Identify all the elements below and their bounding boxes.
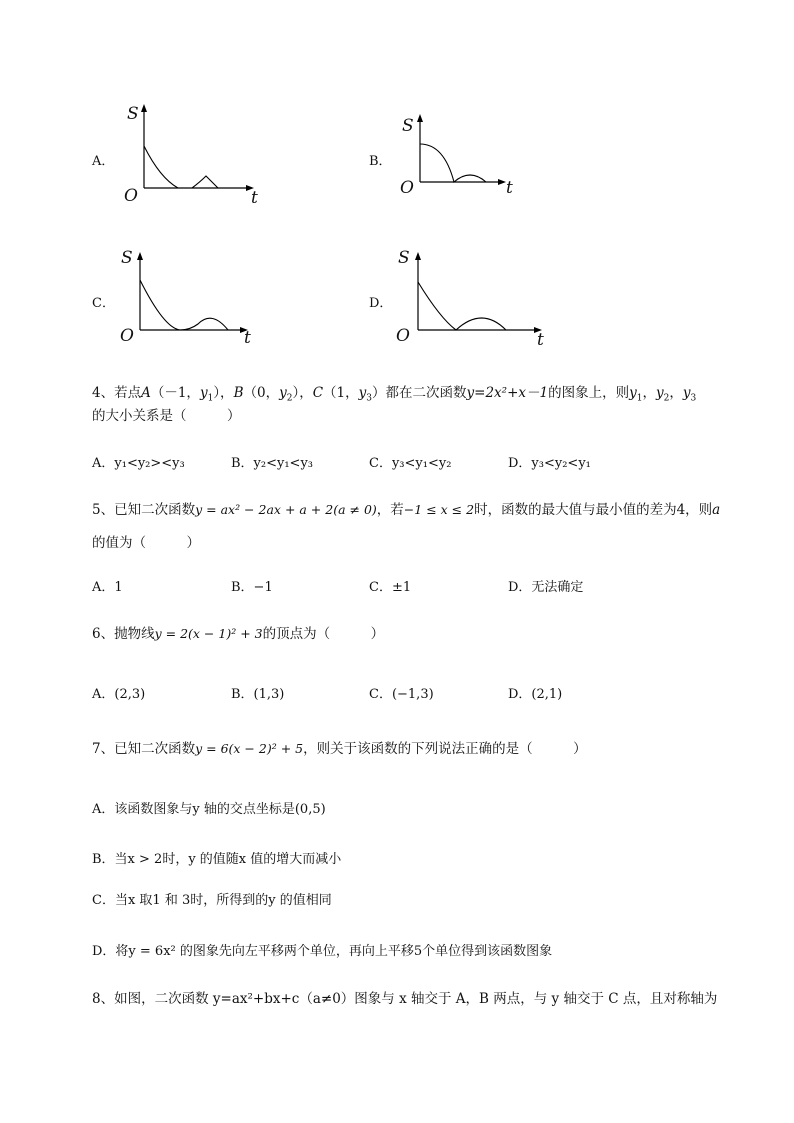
graph-b: [396, 110, 546, 214]
q7-stem: 7、已知二次函数y = 6(x − 2)² + 5，则关于该函数的下列说法正确的是（ ）: [92, 741, 587, 757]
axis-t-label: t: [244, 328, 251, 348]
graph-c: [116, 248, 266, 352]
q7-option-a: A．该函数图象与y 轴的交点坐标是(0,5): [92, 802, 326, 817]
curve-d: [418, 282, 506, 330]
y-axis-arrow: [141, 104, 147, 112]
curve-c: [140, 280, 228, 330]
q7-option-b: B．当x > 2时，y 的值随x 值的增大而减小: [92, 852, 342, 867]
q4-option-b: B．y₂<y₁<y₃: [231, 456, 314, 471]
q6-formula: y = 2(x − 1)² + 3: [154, 626, 263, 641]
q6-stem: 6、抛物线y = 2(x − 1)² + 3的顶点为（ ）: [92, 626, 385, 642]
option-b-label: B．: [369, 154, 392, 169]
option-d-label: D．: [369, 296, 393, 311]
q5-formula: y = ax² − 2ax + a + 2(a ≠ 0): [195, 502, 377, 517]
axis-t-label: t: [537, 330, 544, 350]
axis-s-label: S: [398, 248, 410, 268]
q4-option-a: A．y₁<y₂><y₃: [92, 456, 185, 471]
q5-option-d: D．无法确定: [508, 580, 584, 595]
option-a-label: A．: [92, 154, 115, 169]
q5-line1: 5、已知二次函数y = ax² − 2ax + a + 2(a ≠ 0)，若−1 ≤ x ≤ 2时，函数的最大值与最小值的差为4，则a: [92, 502, 721, 518]
graph-a: [120, 100, 270, 214]
curve-a: [144, 146, 218, 188]
q4-option-d: D．y₃<y₂<y₁: [508, 456, 591, 471]
axis-t-label: t: [251, 188, 258, 208]
q4-line2: 的大小关系是（ ）: [92, 408, 241, 424]
axis-o-label: O: [400, 178, 414, 198]
q7-option-c: C．当x 取1 和 3时，所得到的y 的值相同: [92, 893, 332, 908]
curve-b: [420, 144, 486, 182]
q5-option-b: B．−1: [231, 580, 273, 595]
axis-o-label: O: [124, 186, 138, 206]
q6-option-a: A．(2,3): [92, 687, 146, 702]
axis-s-label: S: [127, 104, 139, 124]
graph-d: [394, 248, 554, 352]
q7-option-d: D．将y = 6x² 的图象先向左平移两个单位，再向上平移5个单位得到该函数图象: [92, 944, 553, 959]
q7-formula: y = 6(x − 2)² + 5: [195, 741, 304, 756]
axis-t-label: t: [506, 178, 513, 198]
q4-line1: 4、若点A（－1，$y_1$），B（0，$y_2$），C（1，$y_3$）都在二次函数y=2x²+x－1的图象上，则$y_1$，$y_2$，$y_3$: [92, 385, 697, 404]
option-c-label: C．: [92, 296, 115, 311]
axis-o-label: O: [120, 326, 134, 346]
q5-line2: 的值为（ ）: [92, 535, 200, 551]
q5-range: −1 ≤ x ≤ 2: [403, 502, 475, 517]
q6-option-b: B．(1,3): [231, 687, 285, 702]
q6-option-d: D．(2,1): [508, 687, 563, 702]
q5-option-a: A．1: [92, 580, 123, 595]
q5-option-c: C．±1: [369, 580, 412, 595]
axis-s-label: S: [121, 248, 133, 268]
q6-option-c: C．(−1,3): [369, 687, 434, 702]
axis-o-label: O: [396, 326, 410, 346]
q4-option-c: C．y₃<y₁<y₂: [369, 456, 452, 471]
axis-s-label: S: [402, 116, 414, 136]
q8-stem: 8、如图，二次函数 y=ax²+bx+c（a≠0）图象与 x 轴交于 A，B 两点，与 y 轴交于 C 点，且对称轴为: [92, 991, 718, 1007]
